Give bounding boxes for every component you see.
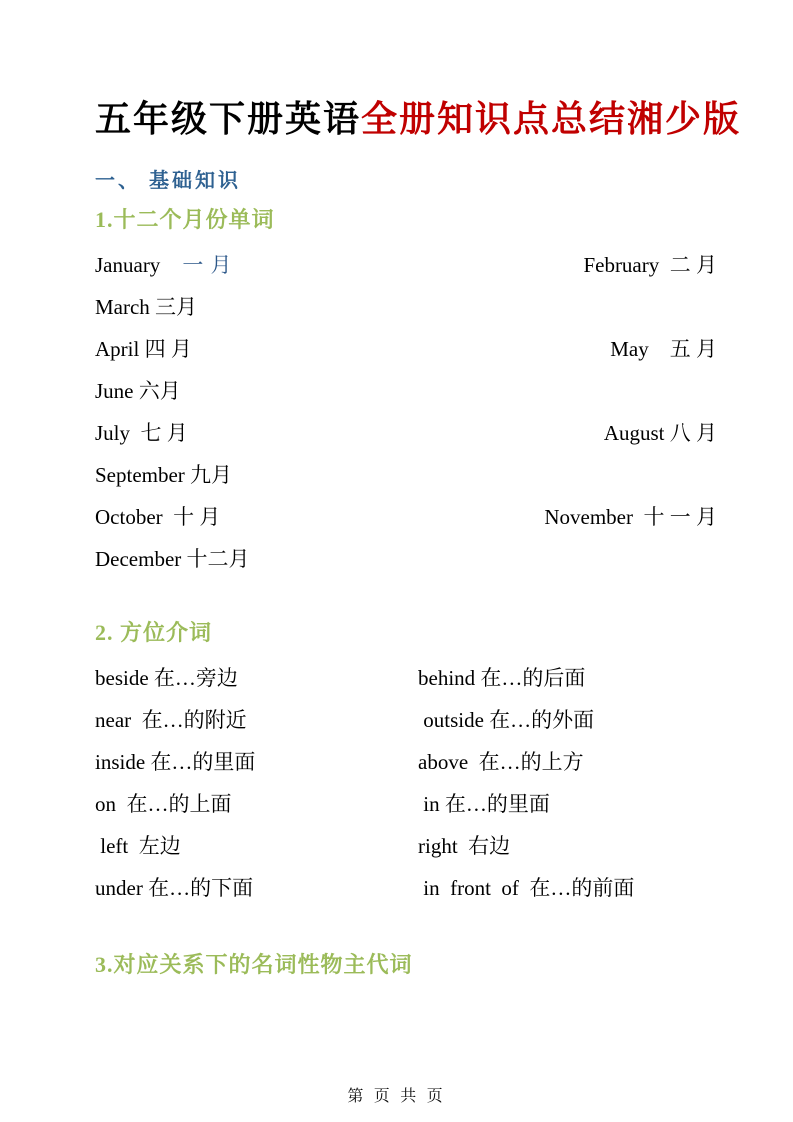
month-row <box>95 538 717 580</box>
prep-above: above 在…的上方 <box>418 750 584 774</box>
prep-behind: behind 在…的后面 <box>418 666 586 690</box>
prep-in: in 在…的里面 <box>418 792 550 816</box>
month-cell-november: November 十 一 月 <box>544 505 717 529</box>
page-title-black-part: 五年级下册英语 <box>95 99 362 139</box>
preposition-row <box>95 825 717 867</box>
prep-right: right 右边 <box>418 834 511 858</box>
preposition-row <box>95 783 717 825</box>
preposition-row <box>95 699 717 741</box>
preposition-row <box>95 741 717 783</box>
month-cell-july: July 七 月 <box>95 421 188 445</box>
preposition-row <box>95 867 717 909</box>
month-cell-august: August 八 月 <box>603 421 717 445</box>
month-cell-march: March 三月 <box>95 295 198 319</box>
month-cell-december: December 十二月 <box>95 547 250 571</box>
prepositions-heading: 2. 方位介词 <box>95 620 213 645</box>
prep-near: near 在…的附近 <box>95 708 247 732</box>
months-list <box>95 244 717 580</box>
month-row <box>95 412 717 454</box>
month-cell-january <box>95 244 233 286</box>
month-cell-september: September 九月 <box>95 463 233 487</box>
month-row <box>95 454 717 496</box>
page-title <box>95 97 742 142</box>
month-january-cn: 一 月 <box>182 253 233 277</box>
month-row <box>95 328 717 370</box>
page-title-red-part: 全册知识点总结湘少版 <box>361 99 742 139</box>
preposition-row <box>95 657 717 699</box>
month-cell-june: June 六月 <box>95 379 181 403</box>
prep-on: on 在…的上面 <box>95 792 232 816</box>
month-row <box>95 496 717 538</box>
possessives-heading: 3.对应关系下的名词性物主代词 <box>95 952 413 977</box>
page-footer: 第 页 共 页 <box>347 1088 446 1105</box>
prep-inside: inside 在…的里面 <box>95 750 256 774</box>
month-row <box>95 286 717 328</box>
month-january-en: January <box>95 253 161 277</box>
section-heading-basic-knowledge: 一、 基础知识 <box>95 170 241 192</box>
page-content <box>95 0 742 979</box>
prepositions-list <box>95 657 717 909</box>
prep-outside: outside 在…的外面 <box>418 708 595 732</box>
month-cell-october: October 十 月 <box>95 505 221 529</box>
month-cell-february: February 二 月 <box>583 253 717 277</box>
month-row <box>95 370 717 412</box>
prep-beside: beside 在…旁边 <box>95 666 238 690</box>
month-cell-may: May 五 月 <box>610 337 717 361</box>
month-cell-april: April 四 月 <box>95 337 192 361</box>
month-row <box>95 244 717 286</box>
prep-in-front-of: in front of 在…的前面 <box>418 876 635 900</box>
prep-under: under 在…的下面 <box>95 876 254 900</box>
months-heading: 1.十二个月份单词 <box>95 207 275 232</box>
prep-left: left 左边 <box>95 834 181 858</box>
